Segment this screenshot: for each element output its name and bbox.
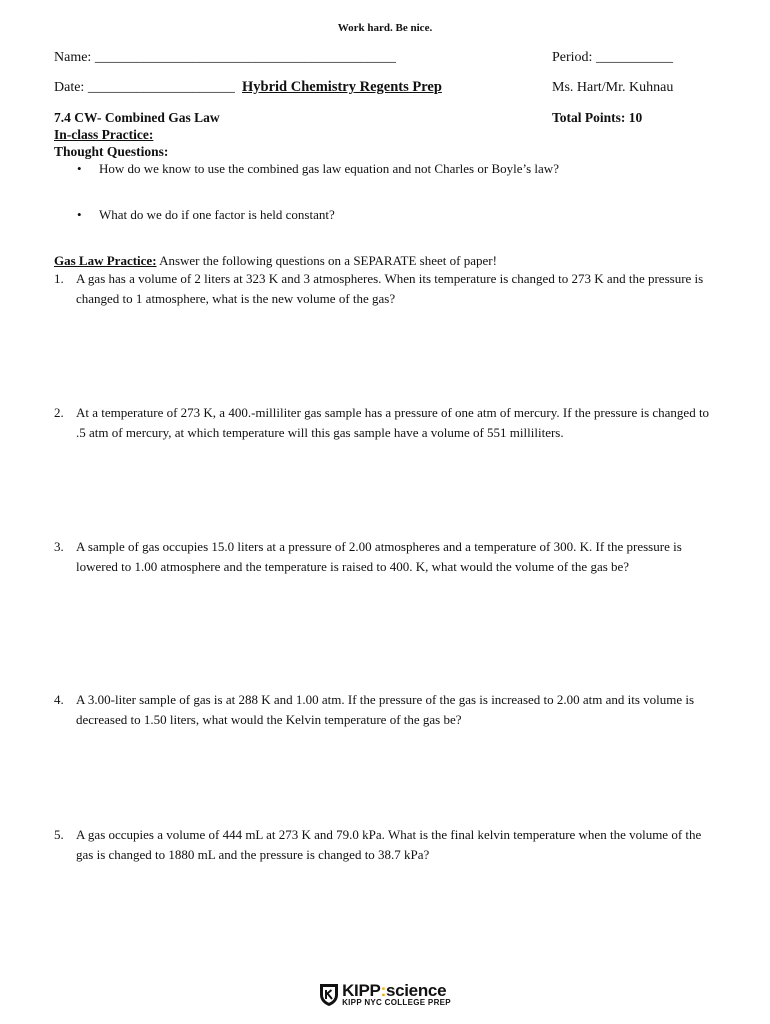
question-item <box>54 690 716 729</box>
thought-question-text: How do we know to use the combined gas law equation and not Charles or Boyle’s law? <box>99 161 559 176</box>
total-points: Total Points: 10 <box>552 110 643 125</box>
in-class-practice-heading: In-class Practice: <box>54 127 154 142</box>
thought-question-text: What do we do if one factor is held constant? <box>99 207 335 222</box>
practice-instructions-text: Answer the following questions on a SEPARATE sheet of paper! <box>156 253 497 268</box>
bullet-icon: • <box>77 207 82 222</box>
bullet-icon: • <box>77 161 82 176</box>
question-text: A sample of gas occupies 15.0 liters at a pressure of 2.00 atmospheres and a temperature of 300. K. If the pressure is lowered to 1.00 atmosphere and the temperature is raised to 400. K, what would the volume of the gas be? <box>76 539 682 574</box>
assignment-title: 7.4 CW- Combined Gas Law <box>54 110 220 125</box>
kipp-shield-icon <box>319 983 339 1007</box>
question-number: 5. <box>54 827 64 842</box>
question-text: A gas has a volume of 2 liters at 323 K and 3 atmospheres. When its temperature is changed to 273 K and the pressure is changed to 1 atmosphere, what is the new volume of the gas? <box>76 271 704 306</box>
date-field-label: Date: _____________________ <box>54 80 235 95</box>
logo-subtitle: KIPP NYC COLLEGE PREP <box>342 998 451 1007</box>
question-text: At a temperature of 273 K, a 400.-milliliter gas sample has a pressure of one atm of mercury. If the pressure is changed to .5 atm of mercury, at which temperature will this gas sample have a volume of 551 milliliters. <box>76 405 710 440</box>
teachers: Ms. Hart/Mr. Kuhnau <box>552 80 674 95</box>
question-item <box>54 537 716 576</box>
thought-question-item <box>77 207 335 223</box>
kipp-science-logo <box>0 982 770 1007</box>
question-number: 1. <box>54 271 64 286</box>
logo-wordmark: KIPP:science <box>342 981 447 1000</box>
name-field-label: Name: ___________________________________________ <box>54 50 396 65</box>
question-item <box>54 269 716 308</box>
motto: Work hard. Be nice. <box>337 22 433 34</box>
question-item <box>54 825 716 864</box>
question-number: 3. <box>54 539 64 554</box>
thought-question-item <box>77 161 559 177</box>
question-item <box>54 403 716 442</box>
question-number: 4. <box>54 692 64 707</box>
period-field-label: Period: ___________ <box>552 50 673 65</box>
question-number: 2. <box>54 405 64 420</box>
question-text: A 3.00-liter sample of gas is at 288 K and 1.00 atm. If the pressure of the gas is increased to 2.00 atm and its volume is decreased to 1.50 liters, what would the Kelvin temperature of the gas be? <box>76 692 695 727</box>
course-title: Hybrid Chemistry Regents Prep <box>242 79 442 95</box>
gas-law-practice-label: Gas Law Practice: <box>54 253 157 268</box>
practice-instructions <box>54 253 497 269</box>
thought-questions-heading: Thought Questions: <box>54 144 169 159</box>
question-text: A gas occupies a volume of 444 mL at 273 K and 79.0 kPa. What is the final kelvin temperature when the volume of the gas is changed to 1880 mL and the pressure is changed to 38.7 kPa? <box>76 827 702 862</box>
